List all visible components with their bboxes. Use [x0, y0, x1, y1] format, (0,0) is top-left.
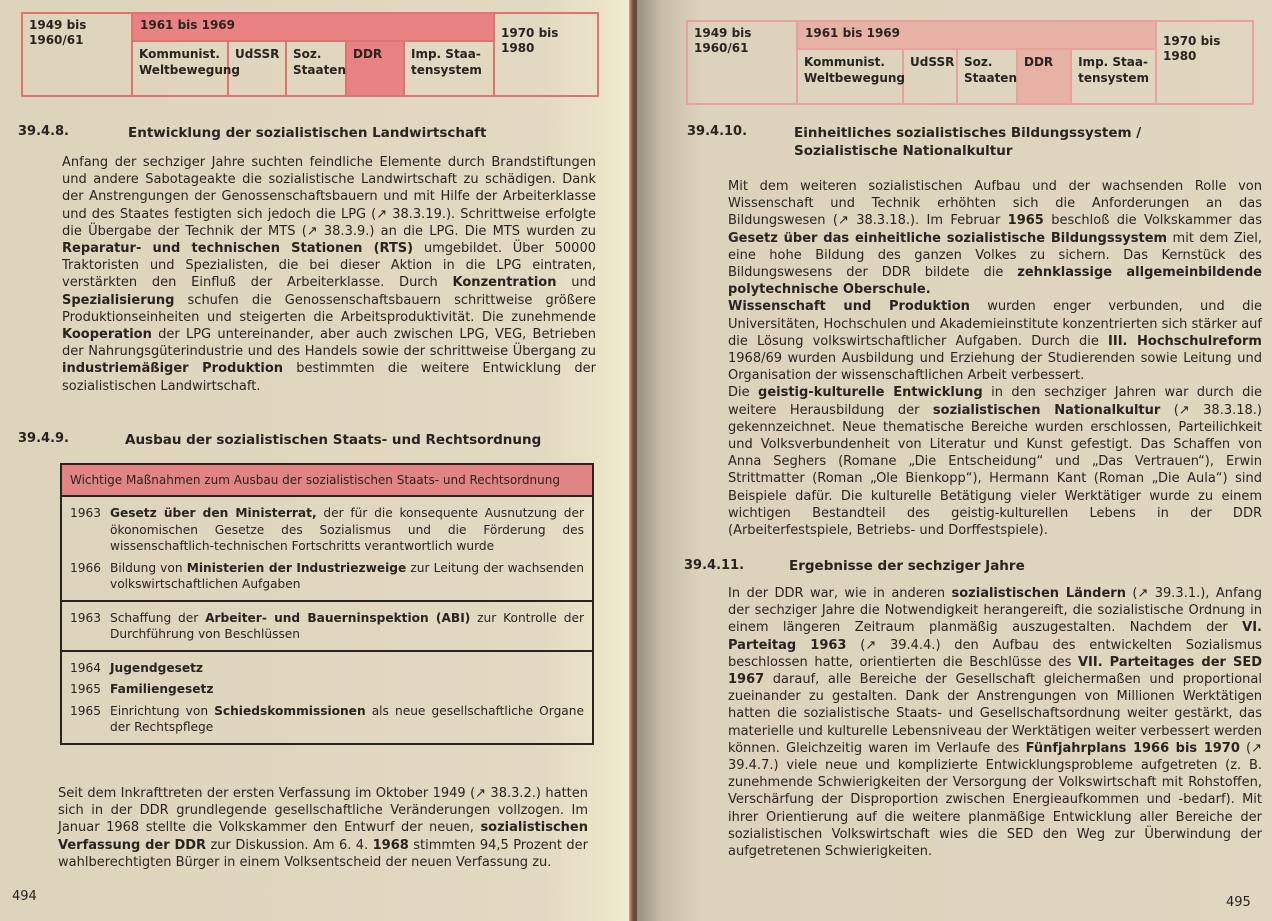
emphasis-text: Konzentration [452, 275, 557, 291]
measure-year: 1966 [70, 560, 102, 575]
section-title: Ergebnisse der sechziger Jahre [789, 558, 1025, 574]
timeline-period-late: 1970 bis 1980 [501, 26, 559, 55]
timeline-sub-soz-staaten: Soz. Staaten [287, 42, 347, 95]
measure-description [110, 681, 584, 698]
measure-description [110, 660, 584, 677]
measure-year: 1965 [70, 682, 102, 696]
emphasis-text: Reparatur- und technischen Stationen (RTS) [62, 241, 414, 257]
timeline-mid-label: 1961 bis 1969 [133, 14, 493, 42]
timeline-subcategories [133, 42, 493, 95]
emphasis-text: sozialistischen Ländern [951, 586, 1126, 601]
emphasis-text: VI. Parteitag 1963 [728, 620, 1262, 653]
emphasis-text: Kooperation [62, 327, 152, 343]
right-page [637, 0, 1272, 921]
timeline-sub-imp: Imp. Staa-tensystem [1078, 55, 1149, 85]
measure-description: Bildung von Ministerien der Industriezweige zur Leitung der wachsenden volkswirtschaftlichen Aufgaben [110, 560, 584, 591]
measure-description: Gesetz über den Ministerrat, der für die konsequente Ausnutzung der ökonomischen Gesetze des Sozialismus und die Förderung des wissenschaftlich-technischen Fortschritts verantwortlich wurde [110, 506, 584, 553]
timeline-subcategories [798, 50, 1155, 103]
measure-description: Schaffung der Arbeiter- und Bauerninspektion (ABI) zur Kontrolle der Durchführung von Beschlüssen [110, 610, 584, 641]
section-number: 39.4.9. [18, 431, 69, 446]
timeline-period-mid [798, 22, 1157, 103]
page-number: 494 [12, 889, 37, 904]
emphasis-text: 1965 [1007, 213, 1044, 229]
emphasis-text: Familiengesetz [110, 682, 214, 696]
emphasis-text: Gesetz über den Ministerrat, [110, 506, 317, 520]
emphasis-text: Jugendgesetz [110, 660, 204, 675]
measure-year: 1963 [70, 506, 102, 520]
section-title [794, 124, 1141, 160]
timeline-period-early: 1949 bis 1960/61 [23, 14, 133, 95]
emphasis-text: geistig-kulturelle Entwicklung [758, 385, 983, 401]
section-title: Ausbau der sozialistischen Staats- und Rechtsordnung [125, 432, 542, 448]
emphasis-text: sozialistischen Verfassung der DDR [58, 820, 588, 853]
timeline-sub-udssr: UdSSR [229, 42, 287, 95]
timeline-sub-ddr: DDR [1018, 50, 1072, 103]
emphasis-text: Fünfjahrplans 1966 bis 1970 [1025, 740, 1240, 756]
measure-description: Einrichtung von Schiedskommissionen als neue gesellschaftliche Organe der Rechtspflege [110, 703, 584, 734]
section-text: In der DDR war, wie in anderen sozialistischen Ländern (↗ 39.3.1.), Anfang der sechziger Jahre die Notwendigkeit herangereift, die sozialistische Ordnung in einem längeren Zeitraum planmäßig auszugestalten. Nachdem der VI. Parteitag 1963 (↗ 39.4.4.) den Aufbau des entwickelten Sozialismus beschlossen hatte, orientierten die Beschlüsse des VII. Parteitages der SED 1967 darauf, alle Bereiche der Gesellschaft gleichermaßen und proportional zueinander zu gestalten. Dank der Anstrengungen von Millionen Werktätigen hatten die sozialistische Staats- und Gesellschaftsordnung weiter gestärkt, das materielle und kulturelle Lebensniveau der Werktätigen weiter verbessert werden können. Gleichzeitig waren im Verlaufe des Fünfjahrplans 1966 bis 1970 (↗ 39.4.7.) viele neue und komplizierte Entwicklungsprobleme aufgetreten (z. B. zunehmende Schwierigkeiten der Versorgung der Volkswirtschaft mit Rohstoffen, Verschärfung der Disproportion zwischen Energieaufkommen und -bedarf). Mit ihrer Orientierung auf die weitere planmäßige Entwicklung aller Bereiche der sozialistischen Volkswirtschaft wies die SED den Weg zur Überwindung der aufgetretenen Schwierigkeiten. [728, 586, 1263, 860]
measures-row [62, 701, 592, 739]
book-gutter [629, 0, 637, 921]
measures-row [62, 608, 592, 646]
emphasis-text: III. Hochschulreform [1108, 333, 1262, 349]
timeline-sub-ddr: DDR [347, 42, 405, 95]
timeline-period-late: 1970 bis 1980 [1163, 34, 1221, 63]
measures-group [62, 602, 592, 652]
section-number: 39.4.8. [18, 124, 69, 139]
measures-table-header: Wichtige Maßnahmen zum Ausbau der sozialistischen Staats- und Rechtsordnung [62, 465, 592, 497]
emphasis-text: sozialistischen Nationalkultur [932, 402, 1161, 418]
emphasis-text: Schiedskommissionen [214, 703, 366, 718]
timeline-sub-soz-staaten: Soz. Staaten [958, 50, 1018, 103]
emphasis-text: Arbeiter- und Bauerninspektion (ABI) [205, 610, 471, 625]
section-title-line1: Einheitliches sozialistisches Bildungssystem / [794, 125, 1142, 141]
page-number: 495 [1226, 895, 1251, 910]
section-title: Entwicklung der sozialistischen Landwirtschaft [128, 125, 487, 141]
timeline-header [686, 20, 1254, 105]
timeline-sub-imp: Imp. Staa-tensystem [411, 47, 482, 77]
timeline-header [21, 12, 599, 97]
emphasis-text: VII. Parteitages der SED 1967 [728, 654, 1262, 688]
measure-year: 1964 [70, 660, 102, 675]
timeline-sub-udssr: UdSSR [904, 50, 958, 103]
section-text: Mit dem weiteren sozialistischen Aufbau und der wachsenden Rolle von Wissenschaft und Technik erhöhten sich die Anforderungen an das Bildungswesen (↗ 38.3.18.). Im Februar 1965 beschloß die Volkskammer das Gesetz über das einheitliche sozialistische Bildungssystem mit dem Ziel, eine hohe Bildung des ganzen Volkes zu sichern. Das Kernstück des Bildungswesens der DDR bildete die zehnklassige allgemeinbildende polytechnische Oberschule. Wissenschaft und Produktion wurden enger verbunden, und die Universitäten, Hochschulen und Akademieinstitute konzentrierten sich stärker auf die Lösung volkswirtschaftlicher Aufgaben. Durch die III. Hochschulreform 1968/69 wurden Ausbildung und Erziehung der Studierenden sowie Leitung und Organisation der wissenschaftlichen Arbeit verbessert. Die geistig-kulturelle Entwicklung in den sechziger Jahren war durch die weitere Herausbildung der sozialistischen Nationalkultur (↗ 38.3.18.) gekennzeichnet. Neue thematische Bereiche wurden erschlossen, Parteilichkeit und Volksverbundenheit von Literatur und Kunst gefestigt. Das Schaffen von Anna Seghers (Romane „Die Entscheidung“ und „Das Vertrauen“), Erwin Strittmatter (Roman „Ole Bienkopp“), Hermann Kant (Roman „Die Aula“) sind Beispiele dafür. Die kulturelle Betätigung vieler Werktätiger wurde zu einem wichtigen Bestandteil des geistig-kulturellen Lebens in der DDR (Arbeiterfestspiele, Betriebs- und Dorffestspiele). [728, 179, 1263, 539]
emphasis-text: Ministerien der Industriezweige [186, 560, 407, 575]
measures-row [62, 503, 592, 558]
emphasis-text: zehnklassige allgemeinbildende polytechnische Oberschule. [728, 265, 1262, 298]
section-title-line2: Sozialistische Nationalkultur [794, 143, 1013, 159]
timeline-sub-kommunist: Kommunist. Weltbewegung [133, 42, 229, 95]
timeline-period-mid [133, 14, 495, 95]
timeline-period-early: 1949 bis 1960/61 [688, 22, 798, 103]
emphasis-text: 1968 [372, 837, 409, 853]
measures-row [62, 558, 592, 596]
section-number: 39.4.10. [687, 124, 748, 139]
measures-table [60, 463, 594, 745]
emphasis-text: Gesetz über das einheitliche sozialistische Bildungssystem [728, 230, 1168, 246]
emphasis-text: Wissenschaft und Produktion [728, 299, 970, 315]
section-text: Anfang der sechziger Jahre suchten feindliche Elemente durch Brandstiftungen und andere Sabotageakte die sozialistische Landwirtschaft zu schädigen. Dank der Anstrengungen der Genossenschaftsbauern und mit Hilfe der Arbeiterklasse und des Staates festigten sich jedoch die LPG (↗ 38.3.19.). Schrittweise erfolgte die Übergabe der Technik der MTS (↗ 38.3.9.) an die LPG. Die MTS wurden zu Reparatur- und technischen Stationen (RTS) umgebildet. Über 50000 Traktoristen und Spezialisten, die bei dieser Aktion in die LPG eintraten, verstärkten den Einfluß der Arbeiterklasse. Durch Konzentration und Spezialisierung schufen die Genossenschaftsbauern schrittweise größere Produktionseinheiten und steigerten die Arbeitsproduktivität. Die zunehmende Kooperation der LPG untereinander, aber auch zwischen LPG, VEG, Betrieben der Nahrungsgüterindustrie und des Handels sowie der schrittweise Übergang zu industriemäßiger Produktion bestimmten die weitere Entwicklung der sozialistischen Landwirtschaft. [62, 155, 597, 394]
timeline-sub-kommunist: Kommunist. Weltbewegung [798, 50, 904, 103]
measures-group [62, 497, 592, 602]
emphasis-text: industriemäßiger Produktion [62, 361, 284, 377]
measures-table-body [62, 497, 592, 743]
left-page [0, 0, 629, 921]
section-number: 39.4.11. [684, 558, 745, 573]
measures-row [62, 679, 592, 701]
measure-year: 1965 [70, 703, 102, 718]
emphasis-text: Spezialisierung [62, 292, 175, 308]
measures-row [62, 658, 592, 680]
closing-text: Seit dem Inkrafttreten der ersten Verfassung im Oktober 1949 (↗ 38.3.2.) hatten sich in der DDR grundlegende gesellschaftliche Veränderungen vollzogen. Im Januar 1968 stellte die Volkskammer den Entwurf der neuen, sozialistischen Verfassung der DDR zur Diskussion. Am 6. 4. 1968 stimmten 94,5 Prozent der wahlberechtigten Bürger in einem Volksentscheid der neuen Verfassung zu. [58, 786, 588, 870]
measures-group [62, 652, 592, 743]
timeline-mid-label: 1961 bis 1969 [798, 22, 1155, 50]
measure-year: 1963 [70, 610, 102, 625]
